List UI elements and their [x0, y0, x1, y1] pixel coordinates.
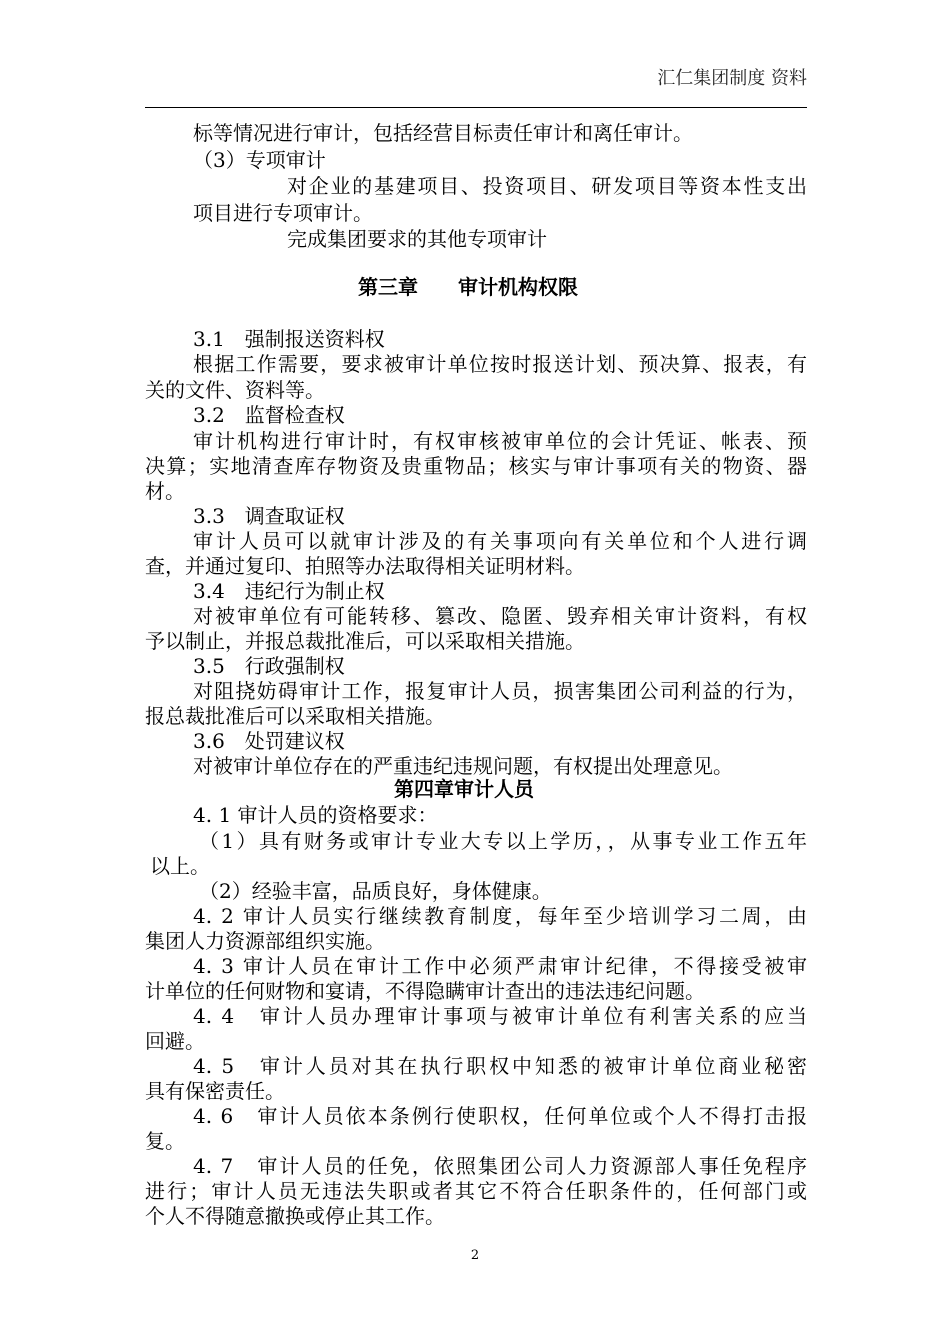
- text-line: 项目进行专项审计。: [193, 201, 373, 225]
- text-line: 个人不得随意撤换或停止其工作。: [145, 1204, 445, 1228]
- text-line: 4. 6 审计人员依本条例行使职权，任何单位或个人不得打击报: [193, 1104, 807, 1128]
- header-divider: [145, 107, 807, 108]
- text-line: 进行；审计人员无违法失职或者其它不符合任职条件的，任何部门或: [145, 1179, 807, 1203]
- text-line: 决算；实地清查库存物资及贵重物品；核实与审计事项有关的物资、器: [145, 454, 807, 478]
- chapter-3-heading: 第三章 审计机构权限: [358, 275, 578, 299]
- page-number: 2: [470, 1248, 480, 1263]
- text-line: 查，并通过复印、拍照等办法取得相关证明材料。: [145, 554, 585, 578]
- section-title: 3.2 监督检查权: [193, 403, 345, 427]
- text-line: （3）专项审计: [193, 148, 326, 172]
- text-line: 关的文件、资料等。: [145, 378, 325, 402]
- text-line: 对被审单位有可能转移、篡改、隐匿、毁弃相关审计资料，有权: [193, 604, 807, 628]
- section-title: 3.4 违纪行为制止权: [193, 579, 385, 603]
- text-line: 4. 4 审计人员办理审计事项与被审计单位有利害关系的应当: [193, 1004, 807, 1028]
- text-line: 对企业的基建项目、投资项目、研发项目等资本性支出: [287, 174, 807, 198]
- page-header-title: 汇仁集团制度 资料: [657, 68, 807, 89]
- text-line: 报总裁批准后可以采取相关措施。: [145, 704, 445, 728]
- text-line: 审计人员可以就审计涉及的有关事项向有关单位和个人进行调: [193, 529, 807, 553]
- text-line: 具有保密责任。: [145, 1079, 285, 1103]
- section-title: 3.5 行政强制权: [193, 654, 345, 678]
- text-line: 对阻挠妨碍审计工作，报复审计人员，损害集团公司利益的行为，: [193, 679, 807, 703]
- section-title: 3.3 调查取证权: [193, 504, 345, 528]
- text-line: 材。: [145, 479, 185, 503]
- text-line: （1）具有财务或审计专业大专以上学历，，从事专业工作五年: [199, 829, 807, 853]
- text-line: 完成集团要求的其他专项审计: [287, 227, 547, 251]
- section-title: 4. 1 审计人员的资格要求：: [193, 803, 438, 827]
- text-line: 回避。: [145, 1029, 205, 1053]
- section-title: 3.1 强制报送资料权: [193, 327, 385, 351]
- text-line: 予以制止，并报总裁批准后，可以采取相关措施。: [145, 629, 585, 653]
- text-line: 4. 5 审计人员对其在执行职权中知悉的被审计单位商业秘密: [193, 1054, 807, 1078]
- text-line: 4. 3 审计人员在审计工作中必须严肃审计纪律，不得接受被审: [193, 954, 807, 978]
- chapter-4-heading: 第四章审计人员: [394, 777, 534, 801]
- text-line: 以上。: [150, 854, 210, 878]
- text-line: 根据工作需要，要求被审计单位按时报送计划、预决算、报表，有: [193, 352, 807, 376]
- text-line: 复。: [145, 1129, 185, 1153]
- text-line: 审计机构进行审计时，有权审核被审单位的会计凭证、帐表、预: [193, 429, 807, 453]
- section-title: 3.6 处罚建议权: [193, 729, 345, 753]
- text-line: 计单位的任何财物和宴请，不得隐瞒审计查出的违法违纪问题。: [145, 979, 705, 1003]
- text-line: 4. 7 审计人员的任免，依照集团公司人力资源部人事任免程序: [193, 1154, 807, 1178]
- text-line: 集团人力资源部组织实施。: [145, 929, 385, 953]
- text-line: （2）经验丰富，品质良好，身体健康。: [199, 879, 552, 903]
- text-line: 标等情况进行审计，包括经营目标责任审计和离任审计。: [193, 121, 693, 145]
- text-line: 对被审计单位存在的严重违纪违规问题，有权提出处理意见。: [193, 754, 733, 778]
- text-line: 4. 2 审计人员实行继续教育制度，每年至少培训学习二周，由: [193, 904, 807, 928]
